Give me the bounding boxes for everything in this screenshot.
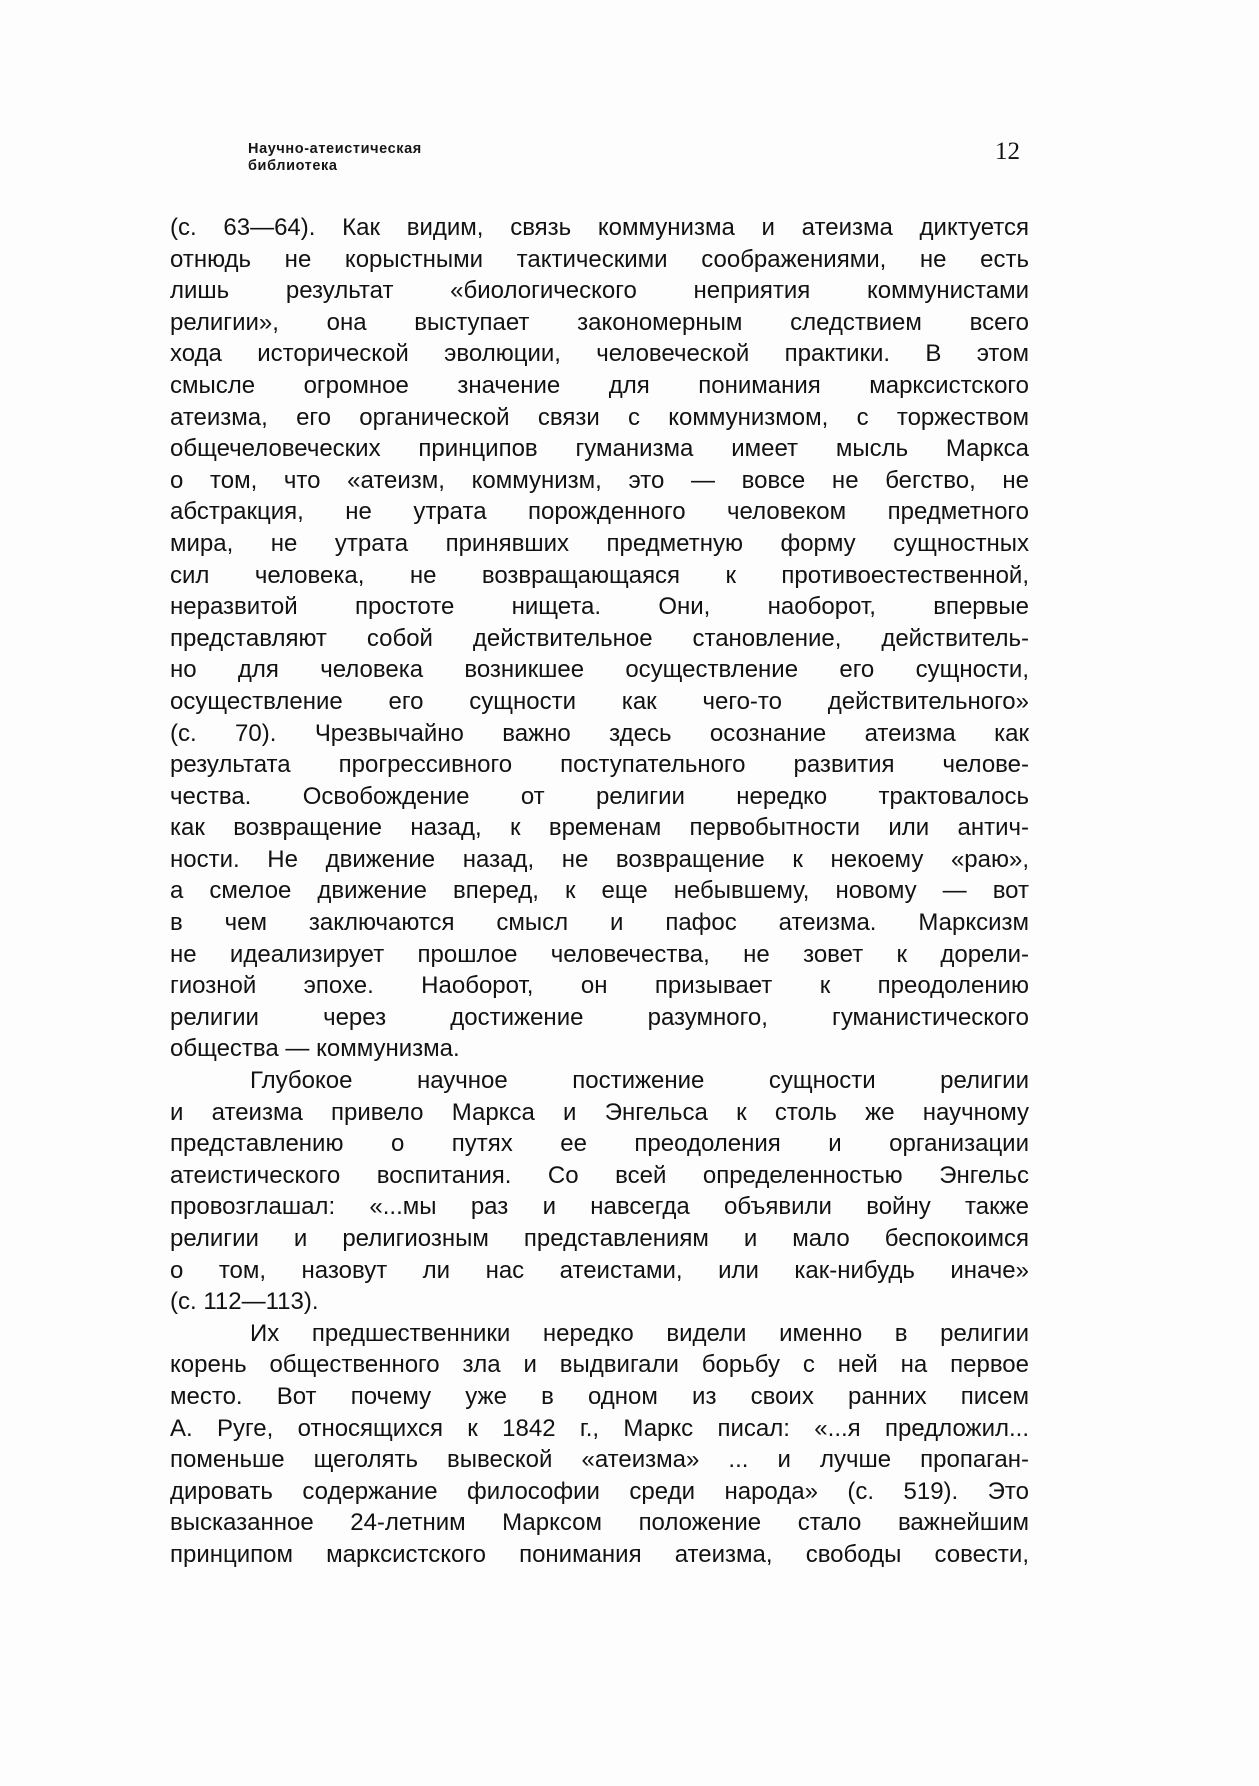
text-line: о том, что «атеизм, коммунизм, это — вовсе не бегство, не: [170, 466, 1029, 494]
text-line: чества. Освобождение от религии нередко трактовалось: [170, 782, 1029, 810]
text-line: смысле огромное значение для понимания марксистского: [170, 371, 1029, 399]
running-header: [248, 138, 1028, 185]
text-line: Их предшественники нередко видели именно в религии: [250, 1319, 1029, 1347]
text-line: Глубокое научное постижение сущности религии: [250, 1067, 1029, 1095]
text-line: о том, назовут ли нас атеистами, или как-нибудь иначе»: [170, 1256, 1029, 1284]
text-line: в чем заключаются смысл и пафос атеизма. Марксизм: [170, 909, 1029, 937]
text-line: представляют собой действительное становление, действитель-: [170, 624, 1029, 652]
paragraph: [170, 212, 1029, 1065]
text-line: провозглашал: «...мы раз и навсегда объявили войну также: [170, 1193, 1029, 1221]
text-line: дировать содержание философии среди народа» (с. 519). Это: [170, 1477, 1029, 1505]
text-line: (с. 70). Чрезвычайно важно здесь осознание атеизма как: [170, 719, 1029, 747]
text-line: лишь результат «биологического неприятия коммунистами: [170, 277, 1029, 305]
text-line: (с. 112—113).: [170, 1288, 319, 1316]
text-line: ности. Не движение назад, не возвращение к некоему «раю»,: [170, 845, 1029, 873]
text-line: религии», она выступает закономерным следствием всего: [170, 308, 1029, 336]
paragraph: [170, 1318, 1029, 1571]
text-line: общечеловеческих принципов гуманизма имеет мысль Маркса: [170, 435, 1029, 463]
text-line: атеизма, его органической связи с коммунизмом, с торжеством: [170, 403, 1029, 431]
text-line: как возвращение назад, к временам первобытности или антич-: [170, 814, 1029, 842]
text-line: принципом марксистского понимания атеизма, свободы совести,: [170, 1540, 1029, 1568]
text-line: хода исторической эволюции, человеческой практики. В этом: [170, 340, 1029, 368]
text-line: но для человека возникшее осуществление его сущности,: [170, 656, 1029, 684]
text-line: А. Руге, относящихся к 1842 г., Маркс писал: «...я предложил...: [170, 1414, 1029, 1442]
text-line: представлению о путях ее преодоления и организации: [170, 1130, 1029, 1158]
text-line: место. Вот почему уже в одном из своих ранних писем: [170, 1382, 1029, 1410]
text-line: религии и религиозным представлениям и мало беспокоимся: [170, 1225, 1029, 1252]
text-line: поменьше щеголять вывеской «атеизма» ... и лучше пропаган-: [170, 1446, 1029, 1474]
text-line: абстракция, не утрата порожденного человеком предметного: [170, 498, 1029, 526]
paragraph: [170, 1065, 1029, 1318]
series-title: Научно-атеистическая библиотека: [248, 141, 422, 174]
body-text: [170, 212, 1029, 1571]
text-line: осуществление его сущности как чего-то действительного»: [170, 687, 1029, 715]
text-line: высказанное 24-летним Марксом положение стало важнейшим: [170, 1509, 1029, 1537]
page-number: 12: [995, 138, 1020, 165]
text-line: атеистического воспитания. Со всей определенностью Энгельс: [170, 1161, 1029, 1189]
text-line: результата прогрессивного поступательного развития челове-: [170, 751, 1029, 779]
text-line: неразвитой простоте нищета. Они, наоборот, впервые: [170, 593, 1029, 621]
text-line: (с. 63—64). Как видим, связь коммунизма и атеизма диктуется: [170, 214, 1029, 241]
text-line: а смелое движение вперед, к еще небывшему, новому — вот: [170, 877, 1029, 905]
text-line: отнюдь не корыстными тактическими соображениями, не есть: [170, 245, 1029, 273]
text-line: общества — коммунизма.: [170, 1035, 460, 1063]
text-line: и атеизма привело Маркса и Энгельса к столь же научному: [170, 1098, 1029, 1126]
text-line: корень общественного зла и выдвигали борьбу с ней на первое: [170, 1351, 1029, 1379]
text-line: религии через достижение разумного, гуманистического: [170, 1003, 1029, 1031]
text-line: не идеализирует прошлое человечества, не зовет к дорели-: [170, 940, 1029, 968]
text-line: сил человека, не возвращающаяся к противоестественной,: [170, 561, 1029, 589]
text-line: мира, не утрата принявших предметную форму сущностных: [170, 529, 1029, 557]
text-line: гиозной эпохе. Наоборот, он призывает к преодолению: [170, 972, 1029, 1000]
